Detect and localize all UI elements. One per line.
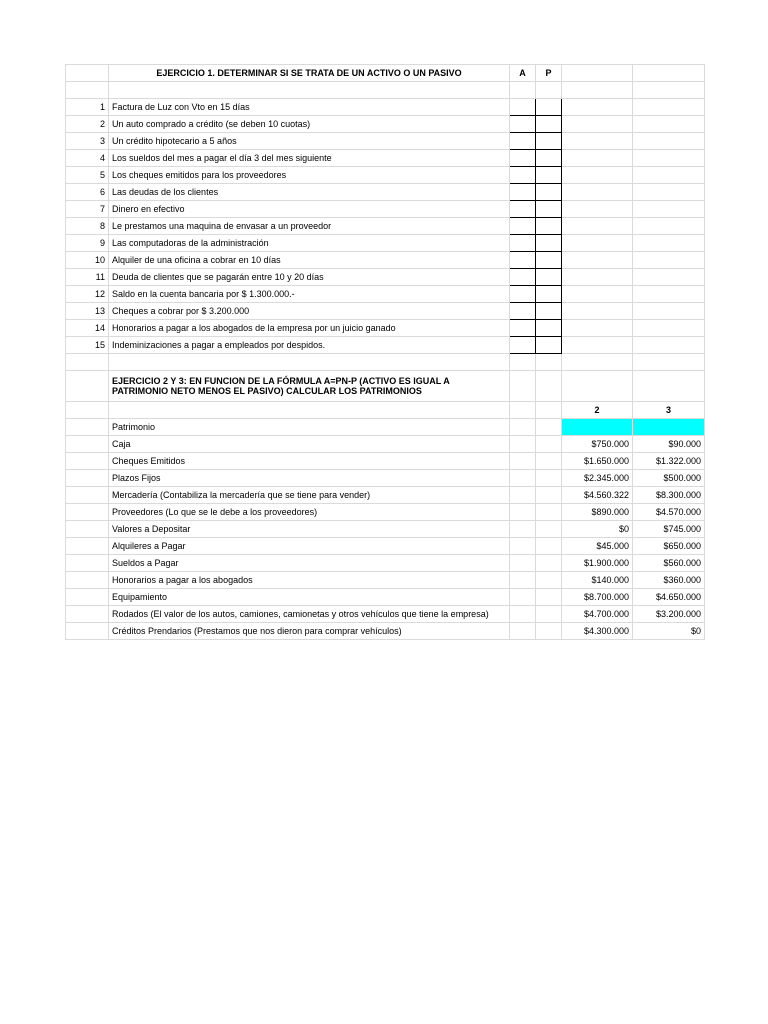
item-number[interactable]: 3 (66, 133, 109, 150)
cell[interactable] (633, 201, 705, 218)
ex2-account-row (66, 487, 705, 504)
ex2-account-row (66, 589, 705, 606)
answer-a-cell[interactable] (510, 167, 536, 184)
cell[interactable] (536, 538, 562, 555)
cell[interactable] (536, 82, 562, 99)
item-description[interactable]: Los sueldos del mes a pagar el día 3 del mes siguiente (109, 150, 510, 167)
item-number[interactable]: 5 (66, 167, 109, 184)
patrimonio-row (66, 419, 705, 436)
answer-p-cell[interactable] (536, 303, 562, 320)
ex2-account-row (66, 521, 705, 538)
cell[interactable] (633, 167, 705, 184)
item-description[interactable]: Le prestamos una maquina de envasar a un proveedor (109, 218, 510, 235)
item-description[interactable]: Los cheques emitidos para los proveedores (109, 167, 510, 184)
ex1-header-row (66, 65, 705, 82)
ex2-account-row (66, 555, 705, 572)
account-label[interactable]: Equipamiento (109, 589, 510, 606)
account-label[interactable]: Cheques Emitidos (109, 453, 510, 470)
answer-a-cell[interactable] (510, 184, 536, 201)
value-3-cell[interactable]: $0 (633, 623, 705, 640)
cell[interactable] (66, 65, 109, 82)
answer-p-cell[interactable] (536, 218, 562, 235)
cell[interactable] (66, 538, 109, 555)
cell[interactable] (633, 337, 705, 354)
item-number[interactable]: 13 (66, 303, 109, 320)
cell[interactable] (536, 606, 562, 623)
item-description[interactable]: Dinero en efectivo (109, 201, 510, 218)
answer-a-cell[interactable] (510, 99, 536, 116)
ex2-title[interactable]: EJERCICIO 2 Y 3: EN FUNCION DE LA FÓRMULA A=PN-P (ACTIVO ES IGUAL A PATRIMONIO NETO MENOS EL PASIVO) CALCULAR LOS PATRIMONIOS (109, 371, 510, 402)
cell[interactable] (562, 371, 633, 402)
col-a-header[interactable]: A (510, 65, 536, 82)
ex1-item-row (66, 133, 705, 150)
cell[interactable] (510, 402, 536, 419)
cell[interactable] (562, 82, 633, 99)
answer-p-cell[interactable] (536, 286, 562, 303)
cell[interactable] (66, 82, 109, 99)
answer-a-cell[interactable] (510, 320, 536, 337)
ex2-account-row (66, 572, 705, 589)
value-2-cell[interactable]: $4.560.322 (562, 487, 633, 504)
ex1-item-row (66, 150, 705, 167)
account-label[interactable]: Mercadería (Contabiliza la mercadería que se tiene para vender) (109, 487, 510, 504)
cell[interactable] (633, 218, 705, 235)
cell[interactable] (633, 99, 705, 116)
item-description[interactable]: Indeminizaciones a pagar a empleados por despidos. (109, 337, 510, 354)
cell[interactable] (633, 116, 705, 133)
value-3-cell[interactable]: $650.000 (633, 538, 705, 555)
cell[interactable] (536, 572, 562, 589)
account-label[interactable]: Proveedores (Lo que se le debe a los proveedores) (109, 504, 510, 521)
item-description[interactable]: Un auto comprado a crédito (se deben 10 cuotas) (109, 116, 510, 133)
answer-p-cell[interactable] (536, 269, 562, 286)
cell[interactable] (536, 589, 562, 606)
cell[interactable] (510, 82, 536, 99)
ex1-item-row (66, 337, 705, 354)
value-2-cell[interactable]: $2.345.000 (562, 470, 633, 487)
cell[interactable] (562, 320, 633, 337)
ex2-account-row (66, 623, 705, 640)
patrimonio-2-cell[interactable] (562, 419, 633, 436)
cell[interactable] (536, 487, 562, 504)
cell[interactable] (66, 555, 109, 572)
cell[interactable] (510, 371, 536, 402)
answer-p-cell[interactable] (536, 201, 562, 218)
item-description[interactable]: Factura de Luz con Vto en 15 días (109, 99, 510, 116)
patrimonio-3-cell[interactable] (633, 419, 705, 436)
cell[interactable] (633, 252, 705, 269)
ex1-item-row (66, 303, 705, 320)
cell[interactable] (66, 487, 109, 504)
cell[interactable] (66, 371, 109, 402)
answer-p-cell[interactable] (536, 235, 562, 252)
cell[interactable] (562, 235, 633, 252)
cell[interactable] (510, 354, 536, 371)
ex2-column-header-row (66, 402, 705, 419)
cell[interactable] (66, 453, 109, 470)
cell[interactable] (633, 65, 705, 82)
cell[interactable] (562, 150, 633, 167)
ex1-item-row (66, 320, 705, 337)
cell[interactable] (510, 436, 536, 453)
ex2-account-row (66, 538, 705, 555)
ex2-account-row (66, 470, 705, 487)
answer-p-cell[interactable] (536, 252, 562, 269)
cell[interactable] (536, 419, 562, 436)
cell[interactable] (536, 354, 562, 371)
answer-a-cell[interactable] (510, 252, 536, 269)
col-p-header[interactable]: P (536, 65, 562, 82)
cell[interactable] (562, 354, 633, 371)
answer-a-cell[interactable] (510, 286, 536, 303)
account-label[interactable]: Rodados (El valor de los autos, camiones, camionetas y otros vehículos que tiene la empresa) (109, 606, 510, 623)
cell[interactable] (562, 252, 633, 269)
item-description[interactable]: Alquiler de una oficina a cobrar en 10 días (109, 252, 510, 269)
value-3-cell[interactable]: $90.000 (633, 436, 705, 453)
cell[interactable] (510, 606, 536, 623)
answer-p-cell[interactable] (536, 133, 562, 150)
spreadsheet (65, 64, 704, 640)
cell[interactable] (633, 354, 705, 371)
cell[interactable] (536, 470, 562, 487)
answer-a-cell[interactable] (510, 235, 536, 252)
item-description[interactable]: Cheques a cobrar por $ 3.200.000 (109, 303, 510, 320)
cell[interactable] (510, 572, 536, 589)
cell[interactable] (633, 184, 705, 201)
cell[interactable] (633, 82, 705, 99)
cell[interactable] (109, 82, 510, 99)
answer-a-cell[interactable] (510, 116, 536, 133)
cell[interactable] (562, 286, 633, 303)
cell[interactable] (66, 521, 109, 538)
cell[interactable] (510, 521, 536, 538)
cell[interactable] (536, 402, 562, 419)
cell[interactable] (633, 320, 705, 337)
cell[interactable] (536, 521, 562, 538)
cell[interactable] (66, 572, 109, 589)
cell[interactable] (562, 269, 633, 286)
item-number[interactable]: 9 (66, 235, 109, 252)
account-label[interactable]: Caja (109, 436, 510, 453)
item-number[interactable]: 2 (66, 116, 109, 133)
ex1-item-row (66, 116, 705, 133)
cell[interactable] (66, 470, 109, 487)
account-label[interactable]: Honorarios a pagar a los abogados (109, 572, 510, 589)
cell[interactable] (633, 269, 705, 286)
cell[interactable] (562, 99, 633, 116)
cell[interactable] (66, 589, 109, 606)
cell[interactable] (633, 303, 705, 320)
account-label[interactable]: Alquileres a Pagar (109, 538, 510, 555)
item-number[interactable]: 6 (66, 184, 109, 201)
account-label[interactable]: Valores a Depositar (109, 521, 510, 538)
cell[interactable] (510, 504, 536, 521)
answer-a-cell[interactable] (510, 303, 536, 320)
item-number[interactable]: 4 (66, 150, 109, 167)
cell[interactable] (562, 184, 633, 201)
ex2-account-row (66, 436, 705, 453)
cell[interactable] (633, 235, 705, 252)
ex2-account-row (66, 453, 705, 470)
cell[interactable] (562, 218, 633, 235)
answer-a-cell[interactable] (510, 269, 536, 286)
sheet-table (65, 64, 705, 640)
cell[interactable] (510, 453, 536, 470)
item-description[interactable]: Las deudas de los clientes (109, 184, 510, 201)
cell[interactable] (562, 116, 633, 133)
cell[interactable] (66, 623, 109, 640)
item-number[interactable]: 1 (66, 99, 109, 116)
value-2-cell[interactable]: $1.900.000 (562, 555, 633, 572)
value-2-cell[interactable]: $8.700.000 (562, 589, 633, 606)
cell[interactable] (562, 201, 633, 218)
ex2-account-row (66, 504, 705, 521)
cell[interactable] (510, 555, 536, 572)
item-number[interactable]: 12 (66, 286, 109, 303)
cell[interactable] (510, 419, 536, 436)
answer-p-cell[interactable] (536, 184, 562, 201)
cell[interactable] (562, 167, 633, 184)
cell[interactable] (109, 402, 510, 419)
blank-row (66, 82, 705, 99)
value-3-cell[interactable]: $745.000 (633, 521, 705, 538)
cell[interactable] (633, 133, 705, 150)
item-number[interactable]: 15 (66, 337, 109, 354)
cell[interactable] (66, 504, 109, 521)
ex1-item-row (66, 167, 705, 184)
cell[interactable] (536, 555, 562, 572)
ex1-title[interactable]: EJERCICIO 1. DETERMINAR SI SE TRATA DE UN ACTIVO O UN PASIVO (109, 65, 510, 82)
patrimonio-label[interactable]: Patrimonio (109, 419, 510, 436)
account-label[interactable]: Plazos Fijos (109, 470, 510, 487)
col-2-header[interactable]: 2 (562, 402, 633, 419)
cell[interactable] (510, 623, 536, 640)
cell[interactable] (562, 65, 633, 82)
cell[interactable] (66, 354, 109, 371)
answer-p-cell[interactable] (536, 150, 562, 167)
cell[interactable] (66, 402, 109, 419)
cell[interactable] (109, 354, 510, 371)
answer-p-cell[interactable] (536, 116, 562, 133)
value-3-cell[interactable]: $4.570.000 (633, 504, 705, 521)
ex1-item-row (66, 235, 705, 252)
value-2-cell[interactable]: $890.000 (562, 504, 633, 521)
ex1-item-row (66, 252, 705, 269)
value-3-cell[interactable]: $3.200.000 (633, 606, 705, 623)
value-3-cell[interactable]: $8.300.000 (633, 487, 705, 504)
ex1-item-row (66, 218, 705, 235)
value-2-cell[interactable]: $4.700.000 (562, 606, 633, 623)
item-description[interactable]: Las computadoras de la administración (109, 235, 510, 252)
ex2-account-row (66, 606, 705, 623)
answer-a-cell[interactable] (510, 218, 536, 235)
cell[interactable] (633, 286, 705, 303)
item-number[interactable]: 7 (66, 201, 109, 218)
account-label[interactable]: Sueldos a Pagar (109, 555, 510, 572)
cell[interactable] (562, 133, 633, 150)
answer-a-cell[interactable] (510, 150, 536, 167)
ex1-item-row (66, 99, 705, 116)
cell[interactable] (536, 436, 562, 453)
value-2-cell[interactable]: $140.000 (562, 572, 633, 589)
cell[interactable] (633, 371, 705, 402)
item-number[interactable]: 10 (66, 252, 109, 269)
item-description[interactable]: Honorarios a pagar a los abogados de la empresa por un juicio ganado (109, 320, 510, 337)
cell[interactable] (536, 453, 562, 470)
ex1-item-row (66, 269, 705, 286)
blank-row (66, 354, 705, 371)
cell[interactable] (536, 371, 562, 402)
cell[interactable] (510, 470, 536, 487)
ex1-item-row (66, 201, 705, 218)
value-2-cell[interactable]: $45.000 (562, 538, 633, 555)
col-3-header[interactable]: 3 (633, 402, 705, 419)
ex1-item-row (66, 184, 705, 201)
cell[interactable] (510, 487, 536, 504)
value-3-cell[interactable]: $4.650.000 (633, 589, 705, 606)
answer-p-cell[interactable] (536, 99, 562, 116)
value-2-cell[interactable]: $4.300.000 (562, 623, 633, 640)
cell[interactable] (510, 538, 536, 555)
cell[interactable] (510, 589, 536, 606)
answer-p-cell[interactable] (536, 167, 562, 184)
item-description[interactable]: Un crédito hipotecario a 5 años (109, 133, 510, 150)
cell[interactable] (562, 303, 633, 320)
value-3-cell[interactable]: $1.322.000 (633, 453, 705, 470)
cell[interactable] (66, 606, 109, 623)
value-2-cell[interactable]: $750.000 (562, 436, 633, 453)
cell[interactable] (536, 623, 562, 640)
cell[interactable] (536, 504, 562, 521)
value-2-cell[interactable]: $0 (562, 521, 633, 538)
value-3-cell[interactable]: $500.000 (633, 470, 705, 487)
cell[interactable] (562, 337, 633, 354)
value-2-cell[interactable]: $1.650.000 (562, 453, 633, 470)
cell[interactable] (66, 419, 109, 436)
item-number[interactable]: 11 (66, 269, 109, 286)
item-description[interactable]: Saldo en la cuenta bancaria por $ 1.300.000.- (109, 286, 510, 303)
cell[interactable] (633, 150, 705, 167)
item-number[interactable]: 14 (66, 320, 109, 337)
answer-a-cell[interactable] (510, 201, 536, 218)
cell[interactable] (66, 436, 109, 453)
value-3-cell[interactable]: $560.000 (633, 555, 705, 572)
ex1-item-row (66, 286, 705, 303)
item-description[interactable]: Deuda de clientes que se pagarán entre 10 y 20 días (109, 269, 510, 286)
item-number[interactable]: 8 (66, 218, 109, 235)
ex2-title-row (66, 371, 705, 402)
value-3-cell[interactable]: $360.000 (633, 572, 705, 589)
account-label[interactable]: Créditos Prendarios (Prestamos que nos dieron para comprar vehículos) (109, 623, 510, 640)
answer-p-cell[interactable] (536, 337, 562, 354)
answer-p-cell[interactable] (536, 320, 562, 337)
answer-a-cell[interactable] (510, 133, 536, 150)
answer-a-cell[interactable] (510, 337, 536, 354)
